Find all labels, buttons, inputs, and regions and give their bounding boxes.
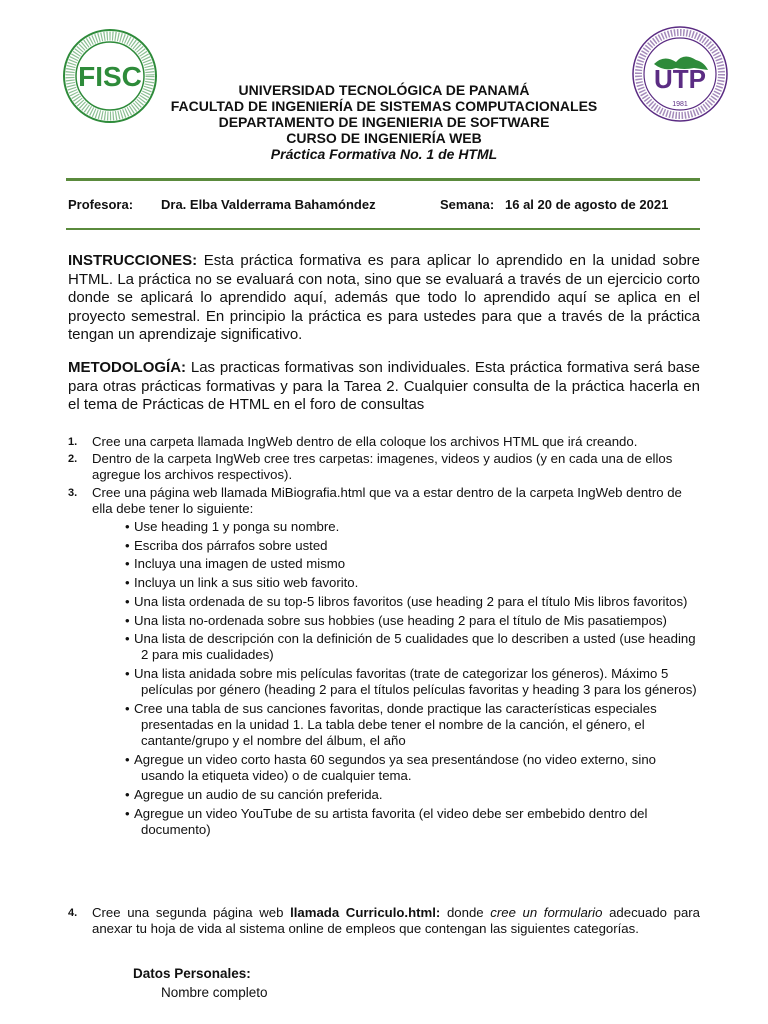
sub-list-item: • Agregue un video YouTube de su artista favorita (el video debe ser embebido dentro del documento): [125, 805, 648, 837]
sub-list-item: • Incluya una imagen de usted mismo: [125, 556, 346, 572]
course-name: CURSO DE INGENIERÍA WEB: [286, 130, 482, 146]
sub-list-item: • Incluya un link a sus sitio web favorito.: [125, 575, 359, 591]
instructions-label: INSTRUCCIONES:: [68, 252, 198, 269]
sub-list-item: • Use heading 1 y ponga su nombre.: [125, 519, 340, 535]
instructions-paragraph: [68, 252, 700, 345]
professor-name: Dra. Elba Valderrama Bahamóndez: [161, 197, 376, 212]
item-number: 2.: [68, 453, 78, 466]
week-label: Semana:: [440, 197, 495, 212]
item-text: Cree una página web llamada MiBiografia.html que va a estar dentro de la carpeta IngWeb dentro de ella debe tener lo siguiente:: [92, 484, 682, 516]
methodology-text: Las practicas formativas son individuales. Esta práctica formativa será base para otras prácticas formativas y para la Tarea 2. Cualquier consulta de la práctica hacerla en el tema de Prácticas de HTML en el foro de consultas: [68, 359, 700, 413]
methodology-paragraph: [68, 359, 700, 415]
sub-list-item: • Una lista no-ordenada sobre sus hobbies (use heading 2 para el título de Mis pasatiempos): [125, 612, 667, 628]
curriculo-filename: llamada Curriculo.html:: [290, 905, 441, 920]
personal-data-item: Nombre completo: [161, 985, 268, 1000]
item-text: Cree una carpeta llamada IngWeb dentro de ella coloque los archivos HTML que irá creando.: [92, 434, 638, 449]
task-list: [68, 434, 698, 841]
item-number: 1.: [68, 436, 78, 448]
item-text: Dentro de la carpeta IngWeb cree tres carpetas: imagenes, videos y audios (y en cada una de ellos agregue los archivos respectivos).: [92, 451, 673, 483]
utp-logo-year: 1981: [672, 101, 688, 108]
sub-list-item: • Escriba dos párrafos sobre usted: [125, 537, 328, 553]
professor-label: Profesora:: [68, 197, 134, 212]
list-item: [68, 485, 698, 839]
fisc-logo-text: FISC: [78, 61, 142, 92]
item-number: 3.: [68, 486, 78, 499]
list-item: [68, 451, 698, 483]
sub-list-item: • Agregue un audio de su canción preferida.: [125, 787, 383, 803]
top-divider: [66, 178, 700, 181]
document-header: [110, 82, 658, 162]
utp-logo-text: UTP: [654, 64, 706, 94]
personal-data-heading: Datos Personales:: [133, 966, 251, 981]
item-number: 4.: [68, 907, 78, 919]
department-name: DEPARTAMENTO DE INGENIERIA DE SOFTWARE: [218, 114, 550, 130]
bottom-divider: [66, 228, 700, 230]
list-item-4: 4. Cree una segunda página web llamada Curriculo.html: donde cree un formulario adecuado para anexar tu hoja de vida al sistema online de empleos que contengan las siguientes categorías.: [68, 905, 701, 937]
requirements-sublist: [92, 519, 698, 838]
methodology-label: METODOLOGÍA:: [68, 359, 187, 376]
week-value: 16 al 20 de agosto de 2021: [505, 197, 669, 212]
sub-list-item: • Agregue un video corto hasta 60 segundos ya sea presentándose (no video externo, sino usando la etiqueta video) o de cualquier tema.: [125, 752, 656, 784]
sub-list-item: • Una lista ordenada de su top-5 libros favoritos (use heading 2 para el título Mis libros favoritos): [125, 593, 688, 609]
sub-list-item: • Cree una tabla de sus canciones favoritas, donde practique las características especiales presentadas en la unidad 1. La tabla debe tener el nombre de la canción, el género, el cantante/grupo y el nombre del álbum, el año: [125, 701, 657, 749]
list-item: [68, 434, 698, 450]
faculty-name: FACULTAD DE INGENIERÍA DE SISTEMAS COMPUTACIONALES: [170, 98, 598, 114]
university-name: UNIVERSIDAD TECNOLÓGICA DE PANAMÁ: [238, 82, 530, 98]
sub-list-item: • Una lista de descripción con la definición de 5 cualidades que lo describen a usted (use heading 2 para mis cualidades): [125, 631, 696, 663]
instructions-text: Esta práctica formativa es para aplicar lo aprendido en la unidad sobre HTML. La práctica no se evaluará con nota, sino que se evaluará a través de un ejercicio corto donde se aplicará lo aprendido aquí, además que todo lo aprendido aquí se aplica en el proyecto semestral. En principio la práctica es para ustedes para que a través de la práctica tengan un aprendizaje significativo.: [68, 252, 700, 343]
sub-list-item: • Una lista anidada sobre mis películas favoritas (trate de categorizar los géneros). Máximo 5 películas por género (heading 2 para el títulos películas favoritas y heading 3 para los géneros): [125, 666, 697, 698]
practice-title: Práctica Formativa No. 1 de HTML: [270, 146, 498, 162]
